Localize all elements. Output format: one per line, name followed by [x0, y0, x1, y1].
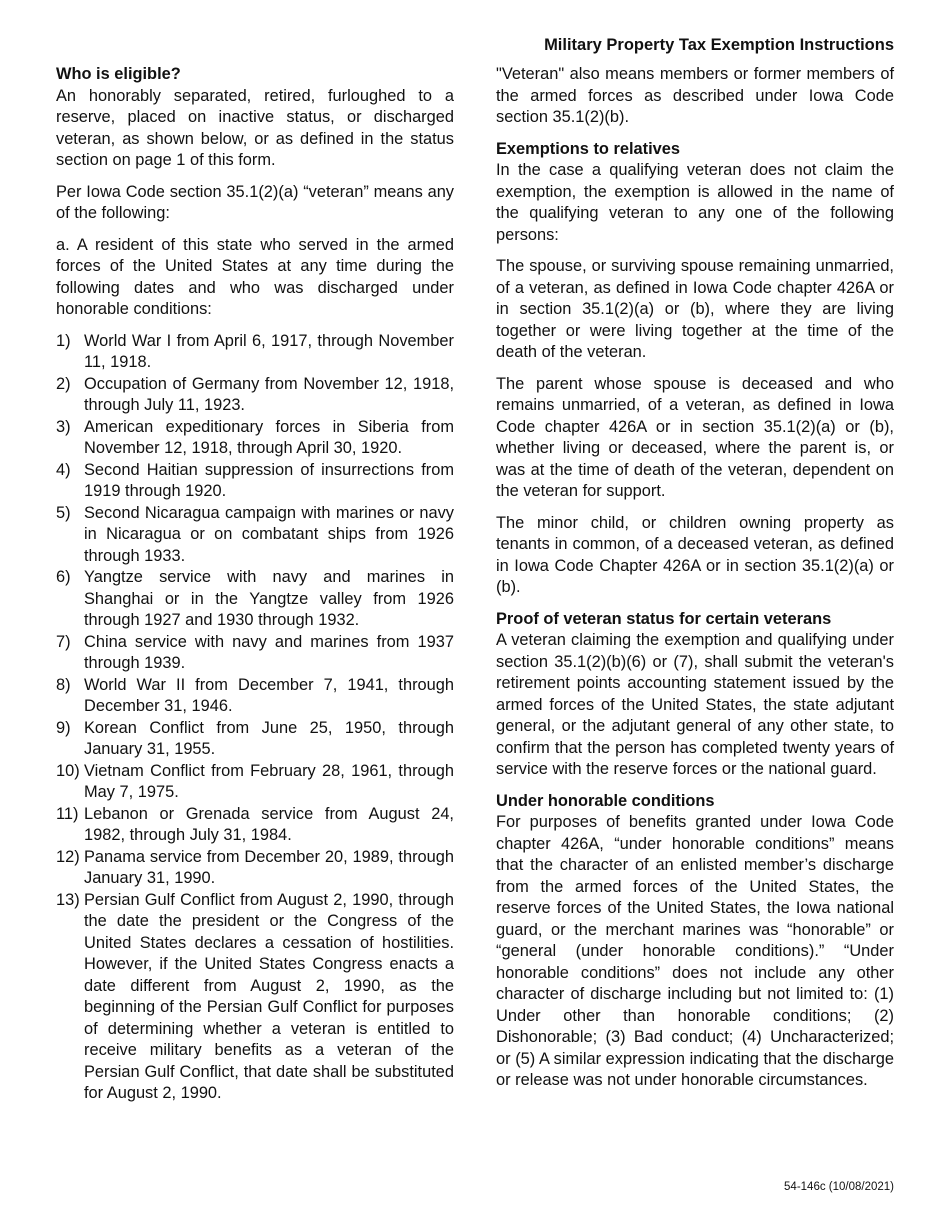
service-periods-list — [56, 331, 454, 1105]
list-item-text: Persian Gulf Conflict from August 2, 1990, through the date the president or the Congress of the United States declares a cessation of hostilities. However, if the United States Congress enacts a date different from August 2, 1990, as the beginning of the Persian Gulf Conflict for purposes of determining whether a veteran is entitled to receive military benefits as a veteran of the Persian Gulf Conflict, that date shall be substituted for August 2, 1990. — [84, 890, 454, 1102]
list-item — [56, 503, 454, 568]
honorable-heading: Under honorable conditions — [496, 791, 715, 810]
page-title: Military Property Tax Exemption Instructions — [544, 36, 894, 54]
list-item-text: Vietnam Conflict from February 28, 1961, through May 7, 1975. — [84, 761, 454, 801]
list-item-number: 6) — [56, 568, 71, 586]
list-item-number: 2) — [56, 374, 71, 393]
list-item-number: 8) — [56, 675, 71, 694]
list-item-number: 5) — [56, 503, 71, 522]
list-item — [56, 675, 454, 718]
list-item-number: 1) — [56, 331, 71, 350]
proof-heading: Proof of veteran status for certain veterans — [496, 609, 832, 628]
veteran-also-paragraph: "Veteran" also means members or former members of the armed forces as described under Iowa Code section 35.1(2)(b). — [496, 65, 894, 126]
list-item-text: American expeditionary forces in Siberia from November 12, 1918, through April 30, 1920. — [84, 417, 454, 457]
list-item — [56, 804, 454, 847]
list-item-number: 11) — [56, 804, 79, 823]
list-item-number: 3) — [56, 417, 71, 436]
list-item — [56, 718, 454, 761]
list-item-text: Korean Conflict from June 25, 1950, through January 31, 1955. — [84, 718, 454, 758]
list-item-text: China service with navy and marines from 1937 through 1939. — [84, 632, 454, 672]
list-item-text: Lebanon or Grenada service from August 24, 1982, through July 31, 1984. — [84, 804, 454, 844]
eligible-paragraph: An honorably separated, retired, furloughed to a reserve, placed on inactive status, or discharged veteran, as shown below, or as defined in the status section on page 1 of this form. — [56, 86, 454, 169]
relatives-intro-paragraph: In the case a qualifying veteran does not claim the exemption, the exemption is allowed in the name of the qualifying veteran to any one of the following persons: — [496, 161, 894, 244]
list-item — [56, 374, 454, 417]
list-item-number: 12) — [56, 847, 80, 866]
list-item-text: Second Nicaragua campaign with marines or navy in Nicaragua or on combatant ships from 1926 through 1933. — [84, 503, 454, 565]
list-item — [56, 761, 454, 804]
list-item — [56, 331, 454, 374]
resident-paragraph: a. A resident of this state who served in the armed forces of the United States at any time during the following dates and who was discharged under honorable conditions: — [56, 235, 454, 318]
list-item — [56, 460, 454, 503]
relatives-heading: Exemptions to relatives — [496, 139, 681, 158]
right-column — [496, 64, 894, 1102]
list-item-number: 13) — [56, 890, 80, 909]
list-item-number: 4) — [56, 460, 71, 479]
list-item-text: Occupation of Germany from November 12, 1918, through July 11, 1923. — [84, 374, 454, 414]
who-eligible-heading: Who is eligible? — [56, 65, 181, 83]
form-id: 54-146c (10/08/2021) — [784, 1181, 894, 1193]
list-item-text: Yangtze service with navy and marines in Shanghai or in the Yangtze valley from 1926 through 1927 and 1930 through 1932. — [84, 568, 454, 629]
list-item-text: Panama service from December 20, 1989, through January 31, 1990. — [84, 847, 454, 887]
per-code-paragraph: Per Iowa Code section 35.1(2)(a) “veteran” means any of the following: — [56, 182, 454, 222]
list-item-text: World War II from December 7, 1941, through December 31, 1946. — [84, 675, 454, 715]
proof-paragraph: A veteran claiming the exemption and qualifying under section 35.1(2)(b)(6) or (7), shall submit the veteran's retirement points accounting statement issued by the armed forces of the United States, the state adjutant general, or the adjutant general of any other state, to confirm that the person has completed twenty years of service with the reserve forces or the national guard. — [496, 631, 894, 778]
list-item — [56, 890, 454, 1105]
honorable-paragraph: For purposes of benefits granted under Iowa Code chapter 426A, “under honorable conditions” means that the character of an enlisted member’s discharge from the armed forces of the United States, the reserve forces of the United States, the Iowa national guard, or the merchant marines was “honorable” or “general (under honorable conditions).” “Under honorable conditions” does not include any other character of discharge including but not limited to: (1) Under other than honorable conditions; (2) Dishonorable; (3) Bad conduct; (4) Uncharacterized; or (5) A similar expression indicating that the discharge or release was not under honorable circumstances. — [496, 813, 894, 1089]
list-item-text: Second Haitian suppression of insurrections from 1919 through 1920. — [84, 460, 454, 500]
list-item — [56, 847, 454, 890]
list-item — [56, 632, 454, 675]
list-item-number: 10) — [56, 761, 80, 780]
list-item — [56, 567, 454, 632]
left-column — [56, 64, 454, 1105]
spouse-paragraph: The spouse, or surviving spouse remaining unmarried, of a veteran, as defined in Iowa Code chapter 426A or in section 35.1(2)(a) or (b), where they are living together or were living together at the time of the death of the veteran. — [496, 257, 894, 361]
list-item-number: 7) — [56, 632, 71, 651]
list-item-number: 9) — [56, 718, 71, 737]
list-item-text: World War I from April 6, 1917, through November 11, 1918. — [84, 331, 454, 371]
list-item — [56, 417, 454, 460]
minor-child-paragraph: The minor child, or children owning property as tenants in common, of a deceased veteran, as defined in Iowa Code Chapter 426A or in section 35.1(2)(a) or (b). — [496, 513, 894, 596]
parent-paragraph: The parent whose spouse is deceased and who remains unmarried, of a veteran, as defined in Iowa Code chapter 426A or in section 35.1(2)(a) or (b), whether living or deceased, where the parent is, or was at the time of death of the veteran, dependent on the veteran for support. — [496, 374, 894, 500]
